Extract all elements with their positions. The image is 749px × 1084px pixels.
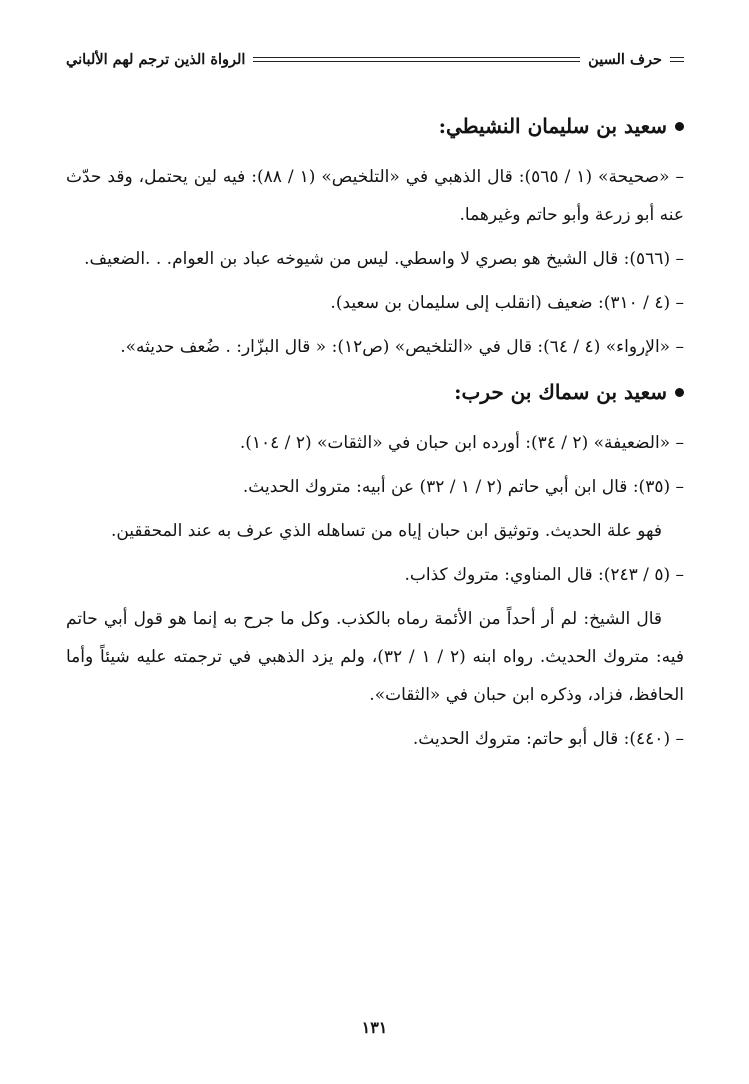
page-number: ١٣١ (361, 1018, 388, 1037)
entry-paragraph: – (٤ / ٣١٠): ضعيف (انقلب إلى سليمان بن سعيد). (66, 284, 684, 322)
bullet-icon (675, 388, 684, 397)
entry-paragraph: – (٥ / ٢٤٣): قال المناوي: متروك كذاب. (66, 556, 684, 594)
running-header (66, 44, 684, 74)
bullet-icon (675, 122, 684, 131)
page-content (66, 104, 684, 758)
entry-paragraph: فهو علة الحديث. وتوثيق ابن حبان إياه من تساهله الذي عرف به عند المحققين. (110, 521, 662, 541)
header-rule-right (670, 57, 684, 62)
header-book-title: الرواة الذين ترجم لهم الألباني (66, 50, 246, 68)
entry-paragraph: – (٥٦٦): قال الشيخ هو بصري لا واسطي. ليس من شيوخه عباد بن العوام. . .الضعيف. (66, 240, 684, 278)
entry-paragraph: – (٤٤٠): قال أبو حاتم: متروك الحديث. (66, 720, 684, 758)
entry-title (66, 370, 684, 414)
entry-paragraph: – «صحيحة» (١ / ٥٦٥): قال الذهبي في «التلخيص» (١ / ٨٨): فيه لين يحتمل، وقد حدّث عنه أبو زرعة وأبو حاتم وغيرهما. (66, 158, 684, 234)
entry-paragraph: – (٣٥): قال ابن أبي حاتم (٢ / ١ / ٣٢) عن أبيه: متروك الحديث. (66, 468, 684, 506)
header-chapter: حرف السين (588, 50, 662, 68)
entry-title (66, 104, 684, 148)
entry-title-text: سعيد بن سليمان النشيطي: (438, 114, 667, 138)
entry-paragraph: قال الشيخ: لم أر أحداً من الأئمة رماه بالكذب. وكل ما جرح به إنما هو قول أبي حاتم فيه: متروك الحديث. رواه ابنه (٢ / ١ / ٣٢)، ولم يزد الذهبي في ترجمته عليه شيئاً وأما الحافظ، فزاد، وذكره ابن حبان في «الثقات». (66, 609, 684, 705)
entry-paragraph: – «الإرواء» (٤ / ٦٤): قال في «التلخيص» (ص١٢): « قال البزّار: . ضُعف حديثه». (66, 328, 684, 366)
entry-title-text: سعيد بن سماك بن حرب: (454, 380, 667, 404)
header-rule-middle (253, 57, 580, 62)
entry-paragraph: – «الضعيفة» (٢ / ٣٤): أورده ابن حبان في «الثقات» (٢ / ١٠٤). (66, 424, 684, 462)
